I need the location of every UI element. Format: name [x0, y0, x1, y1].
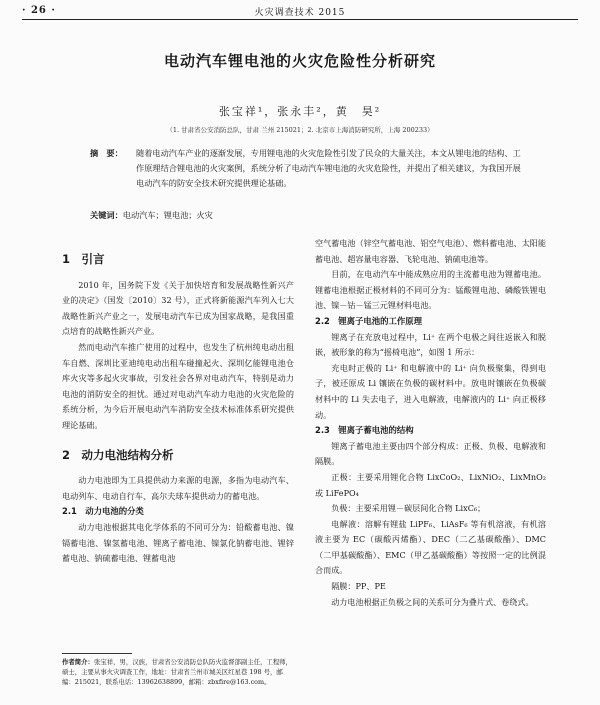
authors: 张宝祥¹，张永丰²，黄 昊²: [218, 105, 382, 118]
left-column: [62, 238, 294, 567]
paper-title: 电动汽车锂电池的火灾危险性分析研究: [163, 52, 436, 70]
keywords-text: 电动汽车；锂电池；火灾: [122, 210, 213, 220]
paragraph: 空气蓄电池（锌空气蓄电池、铝空气电池）、燃料蓄电池、太阳能蓄电池、超容量电容器、飞轮电池、钠硫电池等。: [315, 238, 546, 264]
header-divider: [22, 19, 578, 20]
section-2-3-heading: 2.3 锂离子蓄电池的结构: [315, 425, 414, 436]
paragraph: 动力电池即为工具提供动力来源的电源，多指为电动汽车、电动列车、电动自行车、高尔夫球车提供动力的蓄电池。: [62, 475, 294, 501]
page-number: · 26 ·: [22, 5, 56, 16]
abstract: [90, 146, 526, 191]
footnote-divider: [62, 653, 132, 654]
abstract-text: 随着电动汽车产业的逐渐发展，专用锂电池的火灾危险性引发了民众的大量关注，本文从锂电池的结构、工作原理结合锂电池的火灾案例，系统分析了电动汽车锂电池的火灾危险性，并提出了相关建议，为我国开展电动汽车的防安全技术研究提供理论基础。: [136, 148, 521, 188]
paragraph: 电解液：溶解有锂盐 LiPF₆、LiAsF₆ 等有机溶液，有机溶液主要为 EC（碳酸丙烯酯）、DEC（二乙基碳酸酯）、DMC（二甲基碳酸酯）、EMC（甲乙基碳酸酯）等按照一定的比例混合而成。: [315, 518, 546, 576]
paragraph: 动力电池根据其电化学体系的不同可分为：铅酸蓄电池、镍镉蓄电池、镍氢蓄电池、锂离子蓄电池、镍氯化钠蓄电池、锂锌蓄电池、钠硫蓄电池、锂蓄电池: [62, 521, 294, 564]
paragraph: 目前，在电动汽车中能成熟应用的主流蓄电池为锂蓄电池。锂蓄电池根据正极材料的不同可分为：锰酸锂电池、磷酸铁锂电池、镍－钴－锰三元锂材料电池。: [315, 269, 546, 311]
paragraph: 动力电池根据正负极之间的关系可分为叠片式、卷绕式。: [331, 596, 534, 607]
section-2-2-heading: 2.2 锂离子电池的工作原理: [315, 315, 422, 326]
paragraph: 2010 年，国务院下发《关于加快培育和发展战略性新兴产业的决定》（国发〔2010〕32 号），正式将新能源汽车列入七大战略性新兴产业之一，发展电动汽车已成为国家战略，是我国重点培育的战略性新兴产业。: [62, 279, 294, 337]
affiliation: （1. 甘肃省公安消防总队，甘肃 兰州 215021；2. 北京市上海消防研究所，上海 200233）: [166, 126, 434, 134]
footnote-label: 作者简介：: [62, 658, 94, 666]
running-header: [0, 0, 600, 22]
section-2-1-heading: 2.1 动力电池的分类: [62, 506, 144, 517]
paragraph: 正极：主要采用锂化合物 LixCoO₂、LixNiO₂、LixMnO₂ 或 LiFePO₄: [315, 471, 546, 498]
keywords: [90, 210, 526, 221]
paragraph: 充电时正极的 Li⁺ 和电解液中的 Li⁺ 向负极聚集，得到电子，被还原成 Li 镶嵌在负极的碳材料中。放电时镶嵌在负极碳材料中的 Li 失去电子，进入电解液，电解液内的 Li⁺ 向正极移动。: [315, 362, 546, 420]
paragraph: 锂离子蓄电池主要由四个部分构成：正极、负极、电解液和隔膜。: [315, 440, 546, 467]
section-2-heading: 2 动力电池结构分析: [62, 447, 174, 462]
section-1-heading: 1 引言: [62, 252, 105, 266]
journal-name: 火灾调查技术 2015: [254, 8, 346, 18]
footnote-text: 张宝祥，男，汉族，甘肃省公安消防总队防火监督部副主任，工程师，硕士，主要从事火灾调查工作，地址：甘肃省兰州市城关区红星巷 198 号，邮编：215021，联系电话：13962638899，邮箱：zbxfire@163.com。: [62, 658, 293, 686]
paragraph: 负极：主要采用锂－碳层间化合物 LixC₆；: [331, 503, 486, 514]
paragraph: 锂离子在充放电过程中，Li⁺ 在两个电极之间往返嵌入和脱嵌，被形象的称为“摇椅电池”，如图 1 所示：: [315, 331, 546, 358]
right-column: [315, 236, 546, 610]
abstract-label: 摘 要：: [90, 148, 123, 158]
paragraph: 隔膜：PP、PE: [331, 581, 386, 592]
author-footnote: [62, 657, 294, 687]
paragraph: 然而电动汽车推广使用的过程中，也发生了杭州纯电动出租车自燃、深圳比亚迪纯电动出租车碰撞起火、深圳亿能锂电池仓库火灾等多起火灾事故，引发社会各界对电动汽车，特别是动力电池的消防安全的担忧。通过对电动汽车动力电池的火灾危险的系统分析，为今后开展电动汽车消防安全技术标准体系研究提供理论基础。: [62, 341, 294, 430]
keywords-label: 关键词：: [90, 210, 123, 220]
